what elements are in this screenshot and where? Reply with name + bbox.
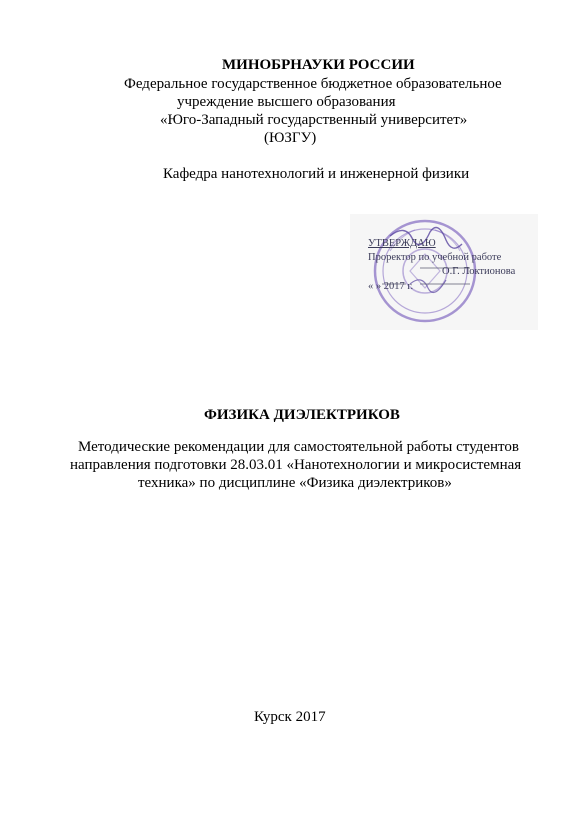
stamp-approved-label: УТВЕРЖДАЮ [368,238,436,249]
subtitle-line-1: Методические рекомендации для самостоятельной работы студентов [78,439,519,455]
ministry-name: МИНОБРНАУКИ РОССИИ [222,57,415,73]
approval-stamp [350,214,538,330]
institution-line-1: Федеральное государственное бюджетное образовательное [124,76,502,92]
stamp-signatory-name: О.Г. Локтионова [442,266,516,277]
department-name: Кафедра нанотехнологий и инженерной физики [163,166,470,182]
university-abbr: (ЮЗГУ) [264,130,317,146]
document-title: ФИЗИКА ДИЭЛЕКТРИКОВ [204,407,400,423]
university-name: «Юго-Западный государственный университет» [160,112,468,128]
subtitle-line-3: техника» по дисциплине «Физика диэлектриков» [138,475,452,491]
stamp-position-label: Проректор по учебной работе [368,252,502,263]
subtitle-line-2: направления подготовки 28.03.01 «Нанотехнологии и микросистемная [70,457,522,473]
institution-line-2: учреждение высшего образования [177,94,396,110]
stamp-date-line: « » 2017 г. [368,281,414,292]
city-year: Курск 2017 [254,709,326,725]
